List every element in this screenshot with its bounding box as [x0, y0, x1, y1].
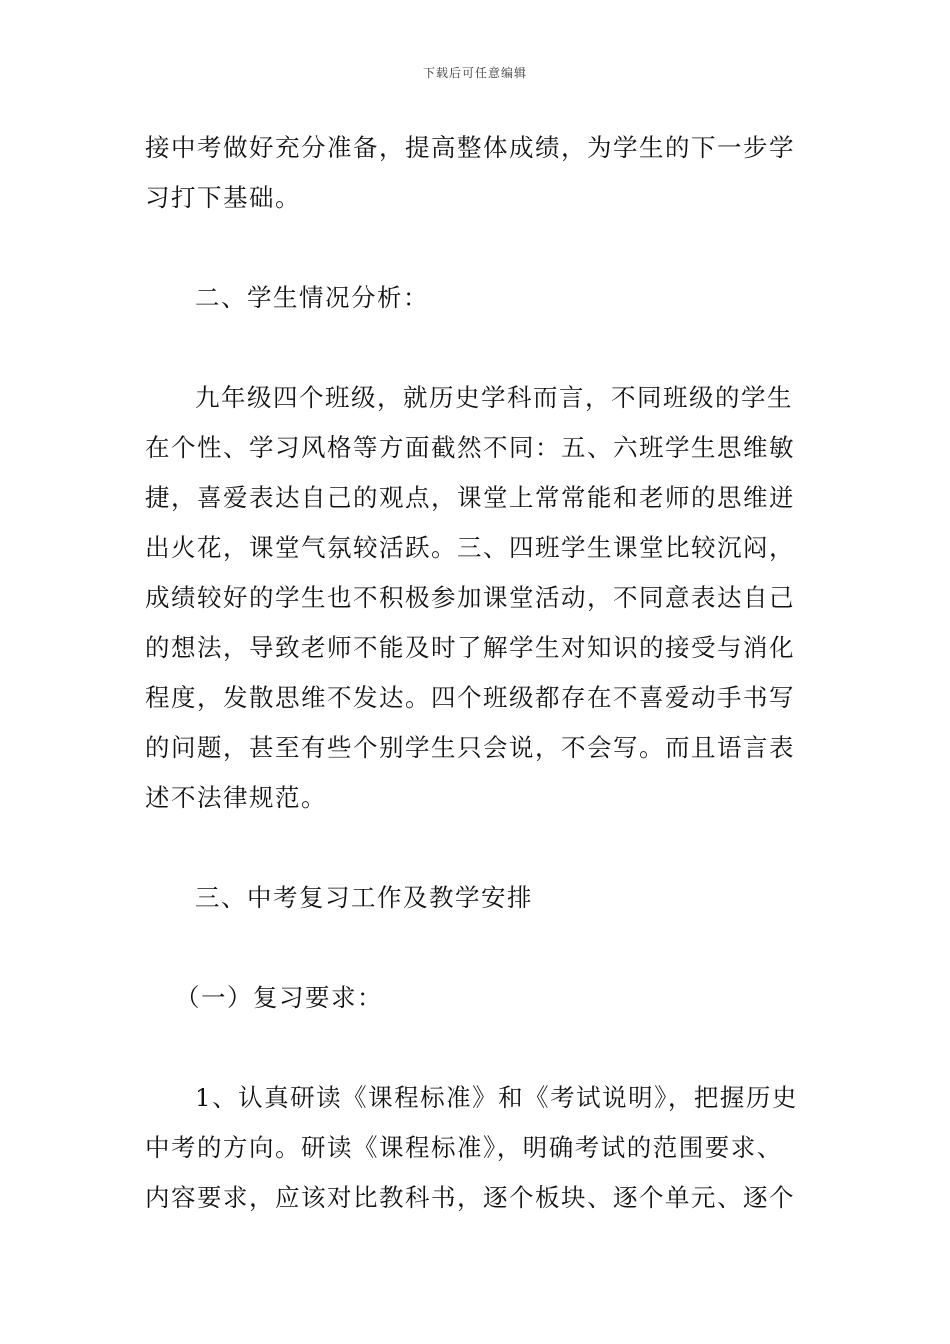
subsection-heading: （一）复习要求： — [175, 983, 383, 1012]
text-line: 述不法律规范。 — [145, 783, 327, 812]
text-line: 程度，发散思维不发达。四个班级都存在不喜爱动手书写 — [145, 683, 795, 712]
text-line: 出火花，课堂气氛较活跃。三、四班学生课堂比较沉闷， — [145, 533, 795, 562]
section-heading: 三、中考复习工作及教学安排 — [195, 883, 533, 912]
text-line: 内容要求，应该对比教科书，逐个板块、逐个单元、逐个 — [145, 1183, 795, 1212]
text-line: 1、认真研读《课程标准》和《考试说明》，把握历史 — [195, 1083, 798, 1112]
text-line: 九年级四个班级，就历史学科而言，不同班级的学生 — [195, 383, 793, 412]
document-body — [145, 123, 807, 1223]
text-line: 习打下基础。 — [145, 183, 301, 212]
text-line: 的问题，甚至有些个别学生只会说，不会写。而且语言表 — [145, 733, 795, 762]
page-header: 下载后可任意编辑 — [422, 66, 527, 80]
text-line: 中考的方向。研读《课程标准》，明确考试的范围要求、 — [145, 1133, 783, 1162]
text-line: 接中考做好充分准备，提高整体成绩，为学生的下一步学 — [145, 133, 795, 162]
text-line: 在个性、学习风格等方面截然不同：五、六班学生思维敏 — [145, 433, 795, 462]
section-heading: 二、学生情况分析： — [195, 283, 429, 312]
text-line: 成绩较好的学生也不积极参加课堂活动，不同意表达自己 — [145, 583, 795, 612]
text-line: 捷，喜爱表达自己的观点，课堂上常常能和老师的思维迸 — [145, 483, 795, 512]
text-line: 的想法，导致老师不能及时了解学生对知识的接受与消化 — [145, 633, 795, 662]
